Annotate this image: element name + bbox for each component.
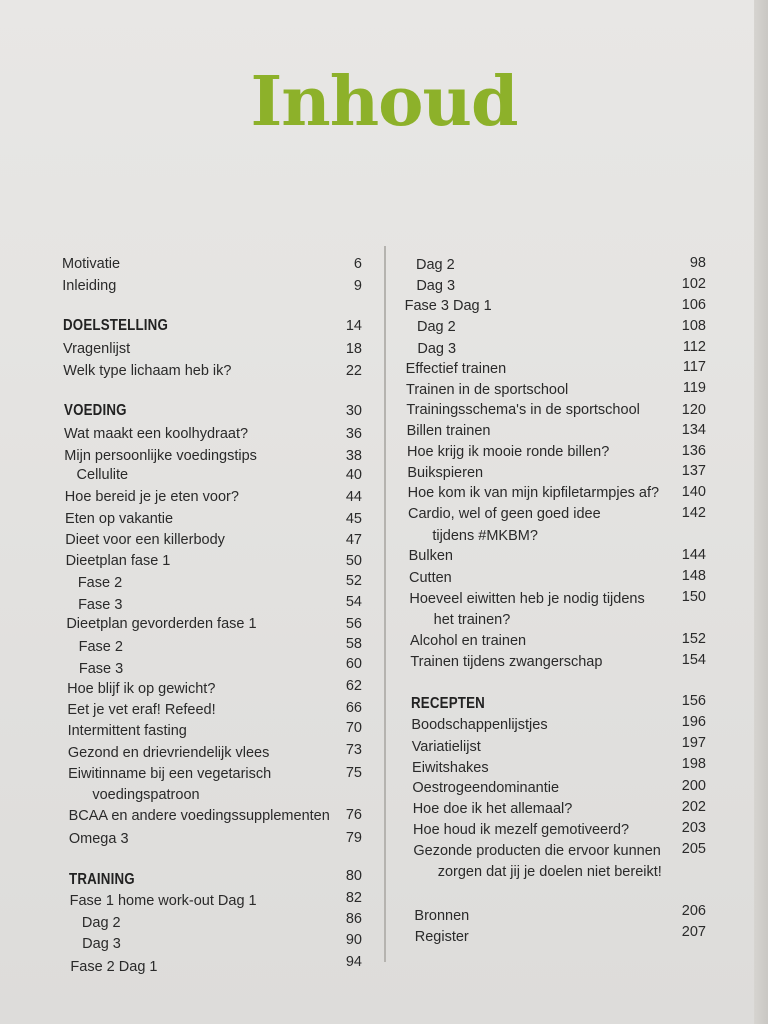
toc-entry-label: Welk type lichaam heb ik? (63, 363, 232, 379)
toc-page-number: 14 (345, 318, 362, 334)
toc-page-number: 36 (345, 426, 362, 442)
toc-entry-label: DOELSTELLING (62, 317, 168, 334)
toc-page-number: 148 (681, 568, 706, 584)
toc-page-number: 73 (345, 742, 362, 758)
toc-entry-label: Fase 1 home work-out Dag 1 (69, 893, 257, 909)
toc-page-number: 200 (681, 778, 706, 794)
toc-entry-label: Vragenlijst (63, 341, 131, 357)
toc-entry-label: Hoe doe ik het allemaal? (412, 801, 573, 817)
toc-page-number: 154 (681, 652, 706, 668)
toc-page-number: 137 (681, 463, 706, 479)
toc-entry-label: Oestrogeendominantie (412, 780, 560, 796)
toc-page-number: 90 (345, 932, 362, 948)
toc-entry-label: Dag 2 (416, 319, 456, 335)
toc-entry-label: Eet je vet eraf! Refeed! (67, 702, 216, 718)
toc-entry-label: Dieetplan gevorderden fase 1 (66, 616, 257, 632)
toc-page-number: 134 (681, 422, 706, 438)
toc-page-number: 136 (681, 443, 706, 459)
toc-entry-label: Dag 3 (416, 278, 456, 294)
toc-page-number: 202 (681, 799, 706, 815)
toc-page-number: 38 (345, 448, 362, 464)
toc-entry-label: Boodschappenlijstjes (411, 717, 548, 733)
toc-entry-label: Dag 3 (82, 936, 121, 952)
toc-entry-label: Eiwitinname bij een vegetarisch (68, 766, 272, 782)
toc-page-number: 80 (345, 868, 362, 884)
toc-entry-label: Gezond en drievriendelijk vlees (67, 745, 270, 761)
toc-page-number: 56 (345, 616, 362, 632)
toc-page-number: 70 (345, 720, 362, 736)
toc-page-number: 44 (345, 489, 362, 505)
toc-page-number: 207 (681, 924, 706, 940)
toc-page-number: 45 (345, 511, 362, 527)
toc-entry-label: BCAA en andere voedingssupplementen (68, 808, 330, 824)
toc-entry-label: Trainen in de sportschool (406, 382, 569, 398)
toc-entry-label: Hoe houd ik mezelf gemotiveerd? (413, 822, 630, 838)
toc-entry-label: Cardio, wel of geen goed idee (407, 506, 601, 522)
toc-page-number: 50 (345, 553, 362, 569)
toc-page-number: 40 (345, 467, 362, 483)
toc-entry-label: Hoe krijg ik mooie ronde billen? (406, 444, 610, 460)
toc-page-number: 106 (681, 297, 706, 313)
toc-page-number: 197 (681, 735, 706, 751)
toc-entry-label: Variatielijst (411, 739, 481, 755)
toc-entry-label: Alcohol en trainen (410, 633, 527, 649)
toc-page-number: 6 (353, 256, 362, 272)
toc-entry-label: Eiwitshakes (412, 760, 489, 776)
toc-page-number: 156 (681, 693, 706, 709)
toc-page-number: 75 (345, 765, 362, 781)
toc-page-number: 112 (682, 339, 706, 355)
toc-entry-label: Gezonde producten die ervoor kunnen (413, 843, 661, 859)
toc-page-number: 108 (681, 318, 706, 334)
toc-page-number: 30 (345, 403, 362, 419)
toc-entry-label: Hoeveel eiwitten heb je nodig tijdens (409, 591, 645, 607)
toc-page-number: 140 (681, 484, 706, 500)
toc-page-number: 58 (345, 636, 362, 652)
toc-entry-label: Dieetplan fase 1 (65, 553, 171, 569)
toc-page-number: 119 (682, 380, 706, 396)
toc-page-number: 82 (345, 890, 362, 906)
toc-page-number: 86 (345, 911, 362, 927)
toc-entry-label: Dieet voor een killerbody (65, 532, 225, 548)
toc-entry-label: Cutten (409, 570, 452, 586)
toc-page-number: 205 (681, 841, 706, 857)
toc-entry-label: het trainen? (433, 612, 511, 628)
toc-entry-label: Dag 2 (416, 257, 455, 273)
toc-entry-label: voedingspatroon (92, 787, 200, 803)
toc-entry-label: Dag 2 (81, 915, 121, 931)
toc-entry-label: Wat maakt een koolhydraat? (64, 426, 249, 442)
toc-entry-label: Bulken (408, 548, 453, 564)
toc-page-number: 52 (345, 573, 362, 589)
toc-entry-label: Fase 3 (78, 661, 124, 677)
toc-page-number: 18 (345, 341, 362, 357)
page-title: Inhoud (250, 62, 518, 142)
toc-entry-label: Fase 3 (78, 597, 123, 613)
toc-page-number: 60 (345, 656, 362, 672)
toc-page-number: 47 (345, 532, 362, 548)
toc-entry-label: Trainingsschema's in de sportschool (406, 402, 640, 418)
toc-page-number: 79 (345, 830, 362, 846)
toc-page-number: 66 (345, 700, 362, 716)
toc-page-number: 9 (353, 278, 362, 294)
toc-entry-label: RECEPTEN (411, 695, 485, 712)
toc-entry-label: Fase 2 (77, 575, 123, 591)
toc-entry-label: Inleiding (62, 278, 117, 294)
toc-page-number: 142 (681, 505, 706, 521)
toc-entry-label: Effectief trainen (405, 361, 507, 377)
toc-page-number: 54 (345, 594, 362, 610)
toc-entry-label: Omega 3 (68, 831, 129, 847)
toc-entry-label: Dag 3 (417, 341, 457, 357)
toc-page-number: 206 (681, 903, 706, 919)
toc-page-number: 62 (345, 678, 362, 694)
toc-entry-label: Trainen tijdens zwangerschap (410, 654, 603, 670)
toc-page-number: 152 (681, 631, 706, 647)
toc-entry-label: Fase 3 Dag 1 (404, 298, 492, 314)
toc-entry-label: Buikspieren (407, 465, 484, 481)
toc-entry-label: Eten op vakantie (65, 511, 174, 527)
toc-entry-label: Register (414, 929, 469, 945)
toc-entry-label: Hoe kom ik van mijn kipfiletarmpjes af? (407, 485, 660, 501)
toc-page-number: 102 (681, 276, 706, 292)
toc-page-number: 117 (682, 359, 706, 375)
toc-entry-label: Motivatie (62, 256, 121, 272)
toc-entry-label: VOEDING (63, 402, 127, 419)
toc-entry-label: Hoe bereid je je eten voor? (64, 489, 239, 505)
toc-page-number: 196 (681, 714, 706, 730)
toc-entry-label: Intermittent fasting (67, 723, 187, 739)
toc-page-number: 150 (681, 589, 706, 605)
toc-page-number: 22 (345, 363, 362, 379)
toc-page-number: 203 (681, 820, 706, 836)
toc-entry-label: Fase 2 (78, 639, 123, 655)
toc-entry-label: Mijn persoonlijke voedingstips (64, 448, 257, 464)
toc-page-number: 144 (681, 547, 706, 563)
toc-page-number: 76 (345, 807, 362, 823)
toc-page-number: 98 (689, 255, 706, 271)
toc-entry-label: Fase 2 Dag 1 (70, 959, 158, 975)
toc-entry-label: Hoe blijf ik op gewicht? (67, 681, 216, 697)
toc-page-number: 198 (681, 756, 706, 772)
toc-page-number: 120 (681, 402, 706, 418)
toc-entry-label: Cellulite (76, 467, 129, 483)
toc-entry-label: tijdens #MKBM? (432, 528, 538, 544)
toc-entry-label: Billen trainen (406, 423, 491, 439)
toc-entry-label: Bronnen (414, 908, 470, 924)
toc-page-number: 94 (345, 954, 362, 970)
toc-entry-label: zorgen dat jij je doelen niet bereikt! (437, 864, 662, 880)
toc-entry-label: TRAINING (69, 871, 136, 888)
